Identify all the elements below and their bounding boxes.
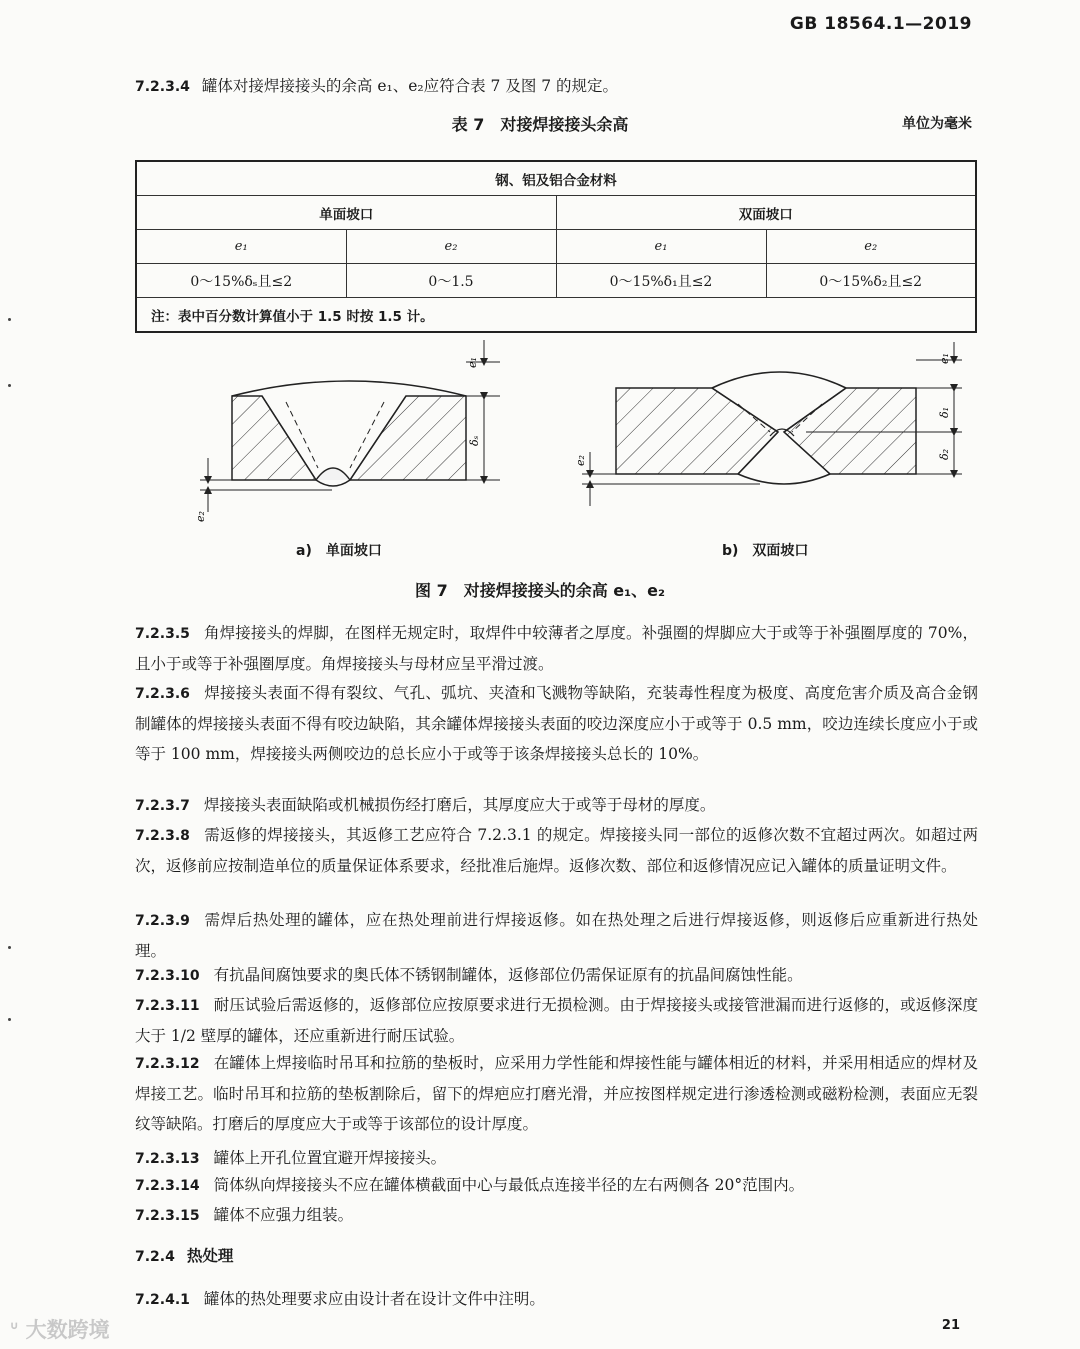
unit-label: 单位为毫米 [902,116,972,132]
watermark-text: 大数跨境 [25,1318,110,1342]
clause-paragraph [135,905,978,966]
scan-speck [8,1018,11,1021]
scan-speck [8,318,11,321]
section-heading [135,1244,233,1266]
clause-paragraph [135,820,978,881]
clause-text: 耐压试验后需返修的，返修部位应按原要求进行无损检测。由于焊接接头或接管泄漏而进行返修的，或返修深度大于 1/2 壁厚的罐体，还应重新进行耐压试验。 [135,996,978,1046]
label-e2-a: e₂ [194,511,207,522]
scan-speck [8,946,11,949]
clause-text: 罐体不应强力组装。 [213,1206,354,1224]
symbol-cell: e₂ [346,230,556,264]
double-groove-figure [574,342,962,506]
clause-text: 焊接接头表面不得有裂纹、气孔、弧坑、夹渣和飞溅物等缺陷，充装毒性程度为极度、高度危害介质及高合金钢制罐体的焊接接头表面不得有咬边缺陷，其余罐体焊接接头表面的咬边深度应小于或等于 0.5 mm，咬边连续长度应小于或等于 100 mm，焊接接头两侧咬边的总长应小于或等于该条焊接接头总长的 10%。 [135,684,978,764]
clause-text: 罐体上开孔位置宜避开焊接接头。 [213,1149,447,1167]
clause-text: 罐体对接焊接接头的余高 e₁、e₂应符合表 7 及图 7 的规定。 [201,77,619,95]
clause-number: 7.2.3.5 [135,626,190,642]
clause-number: 7.2.3.15 [135,1208,200,1224]
group-single-groove: 单面坡口 [136,196,556,230]
clause-number: 7.2.3.7 [135,798,190,814]
clause-number: 7.2.3.14 [135,1178,200,1194]
sub-caption-b: b) 双面坡口 [722,543,809,559]
label-d1: δ₁ [938,406,951,418]
symbol-cell: e₁ [136,230,346,264]
clause-paragraph [135,678,978,770]
figure-caption: 图 7 对接焊接接头的余高 e₁、e₂ [415,581,665,600]
symbol-cell: e₁ [556,230,766,264]
clause-number: 7.2.3.4 [135,79,190,95]
clause-number: 7.2.3.13 [135,1151,200,1167]
symbol-cell: e₂ [766,230,976,264]
standard-code: GB 18564.1—2019 [789,14,972,34]
clause-paragraph [135,790,978,821]
clause-number: 7.2.3.11 [135,998,200,1014]
section-number: 7.2.4 [135,1249,175,1265]
sub-caption-a: a) 单面坡口 [296,543,382,559]
clause-text: 焊接接头表面缺陷或机械损伤经打磨后，其厚度应大于或等于母材的厚度。 [203,796,716,814]
section-title: 热处理 [186,1247,234,1265]
watermark-logo-icon: ᐡ [10,1318,19,1342]
table-caption: 表 7 对接焊接接头余高 [451,115,629,134]
label-e1-b: e₁ [938,353,951,364]
clause-number: 7.2.4.1 [135,1292,190,1308]
clause-text: 角焊接接头的焊脚，在图样无规定时，取焊件中较薄者之厚度。补强圈的焊脚应大于或等于补强圈厚度的 70%，且小于或等于补强圈厚度。角焊接接头与母材应呈平滑过渡。 [135,624,978,674]
label-ds: δₛ [468,435,481,446]
clause-text: 需返修的焊接接头，其返修工艺应符合 7.2.3.1 的规定。焊接接头同一部位的返修次数不宜超过两次。如超过两次，返修前应按制造单位的质量保证体系要求，经批准后施焊。返修次数、部位和返修情况应记入罐体的质量证明文件。 [135,826,978,876]
clause-number: 7.2.3.12 [135,1056,200,1072]
clause-text: 有抗晶间腐蚀要求的奥氏体不锈钢制罐体，返修部位仍需保证原有的抗晶间腐蚀性能。 [213,966,803,984]
value-cell: 0～15%δ₂且≤2 [766,264,976,298]
clause-text: 在罐体上焊接临时吊耳和拉筋的垫板时，应采用力学性能和焊接性能与罐体相近的材料，并采用相适应的焊材及焊接工艺。临时吊耳和拉筋的垫板割除后，留下的焊疤应打磨光滑，并应按图样规定进行渗透检测或磁粉检测，表面应无裂纹等缺陷。打磨后的厚度应大于或等于该部位的设计厚度。 [135,1054,978,1134]
material-header: 钢、铝及铝合金材料 [136,161,976,196]
value-cell: 0～15%δ₁且≤2 [556,264,766,298]
single-groove-figure [194,340,500,522]
clause-paragraph [135,1284,978,1315]
clause-number: 7.2.3.8 [135,828,190,844]
clause-text: 罐体的热处理要求应由设计者在设计文件中注明。 [203,1290,545,1308]
clause-paragraph [135,1170,978,1201]
clause-number: 7.2.3.6 [135,686,190,702]
page-number: 21 [941,1318,960,1333]
group-double-groove: 双面坡口 [556,196,976,230]
table-note: 注：表中百分数计算值小于 1.5 时按 1.5 计。 [136,298,976,333]
label-e2-b: e₂ [574,455,587,466]
clause-text: 筒体纵向焊接接头不应在罐体横截面中心与最低点连接半径的左右两侧各 20°范围内。 [213,1176,805,1194]
scan-speck [8,384,11,387]
clause-paragraph [135,618,978,679]
clause-text: 需焊后热处理的罐体，应在热处理前进行焊接返修。如在热处理之后进行焊接返修，则返修后应重新进行热处理。 [135,911,978,961]
clause-number: 7.2.3.9 [135,913,190,929]
label-e1-a: e₁ [466,357,479,368]
clause-paragraph [135,1048,978,1140]
clause-paragraph [135,990,978,1051]
value-cell: 0～1.5 [346,264,556,298]
clause-number: 7.2.3.10 [135,968,200,984]
watermark [10,1314,110,1344]
clause-paragraph [135,960,978,991]
value-cell: 0～15%δₛ且≤2 [136,264,346,298]
clause-paragraph [135,1200,978,1231]
label-d2: δ₂ [938,448,951,460]
